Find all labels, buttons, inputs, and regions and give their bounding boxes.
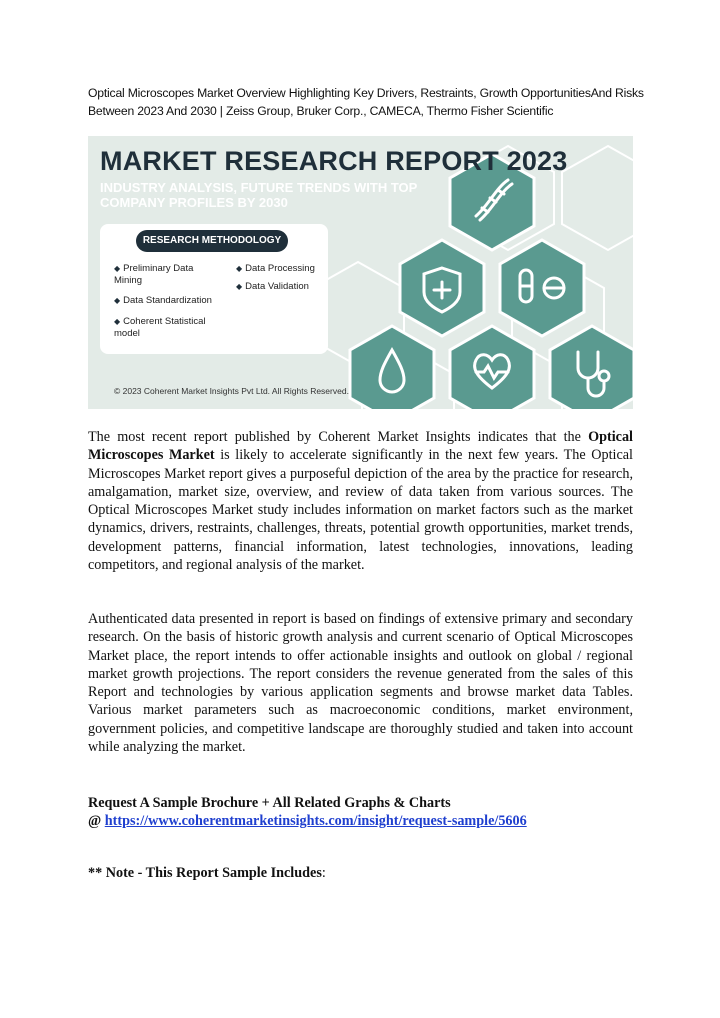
stetho-hex <box>550 326 633 409</box>
sample-request: Request A Sample Brochure + All Related Graphs & Charts @ https://www.coherentmarketinsights.com/insight/request-sample/5606 <box>88 794 633 831</box>
diamond-bullet-icon: ◆ <box>236 282 243 291</box>
diamond-bullet-icon: ◆ <box>236 264 243 273</box>
methodology-item: ◆ Preliminary Data Mining <box>114 263 194 286</box>
drop-hex <box>350 326 434 409</box>
methodology-item: ◆ Data Standardization <box>114 295 212 306</box>
note-label: ** Note - This Report Sample Includes <box>88 865 322 881</box>
banner-copyright: © 2023 Coherent Market Insights Pvt Ltd. All Rights Reserved. <box>114 386 349 396</box>
methodology-item: ◆ Coherent Statistical model <box>114 316 206 339</box>
heart-hex <box>450 326 534 409</box>
diamond-bullet-icon: ◆ <box>114 296 121 305</box>
sample-link[interactable]: https://www.coherentmarketinsights.com/insight/request-sample/5606 <box>104 813 527 830</box>
diamond-bullet-icon: ◆ <box>114 264 121 273</box>
banner-title: MARKET RESEARCH REPORT 2023 <box>100 146 568 176</box>
intro-paragraph: The most recent report published by Coherent Market Insights indicates that the Optical Microscopes Market is likely to accelerate significantly in the next few years. The Optical Microscopes Market report gives a purposeful depiction of the area by the practice for research, amalgamation, market size, overview, and review of data taken from various sources. The Optical Microscopes Market study includes information on market factors such as the market dynamics, drivers, restraints, challenges, threats, potential growth opportunities, market trends, development patterns, financial information, latest technologies, innovations, leading competitors, and regional analysis of the market. <box>88 429 633 574</box>
market-name: Optical Microscopes Market <box>88 429 633 464</box>
methodology-item: ◆ Data Validation <box>236 281 309 292</box>
note-line: ** Note - This Report Sample Includes: <box>88 865 326 881</box>
methodology-label: RESEARCH METHODOLOGY <box>136 230 288 252</box>
methodology-item: ◆ Data Processing <box>236 263 315 274</box>
report-banner <box>88 136 633 409</box>
sample-heading: Request A Sample Brochure + All Related Graphs & Charts <box>88 795 451 811</box>
diamond-bullet-icon: ◆ <box>114 317 121 326</box>
banner-subtitle: INDUSTRY ANALYSIS, FUTURE TRENDS WITH TOP COMPANY PROFILES BY 2030 <box>100 180 418 210</box>
page-title: Optical Microscopes Market Overview Highlighting Key Drivers, Restraints, Growth OpportunitiesAnd Risks Between 2023 And 2030 | Zeiss Group, Bruker Corp., CAMECA, Thermo Fisher Scientific <box>88 86 644 118</box>
research-paragraph: Authenticated data presented in report is based on findings of extensive primary and secondary research. On the basis of historic growth analysis and current scenario of Optical Microscopes Market place, the report intends to offer actionable insights and outlook on global / regional market growth projections. The report considers the revenue generated from the sales of this Report and technologies by various application segments and browse market data Tables. Various market parameters such as macroeconomic conditions, market environment, government policies, and competitive landscape are thoroughly studied and taken into account while analyzing the market. <box>88 611 633 756</box>
